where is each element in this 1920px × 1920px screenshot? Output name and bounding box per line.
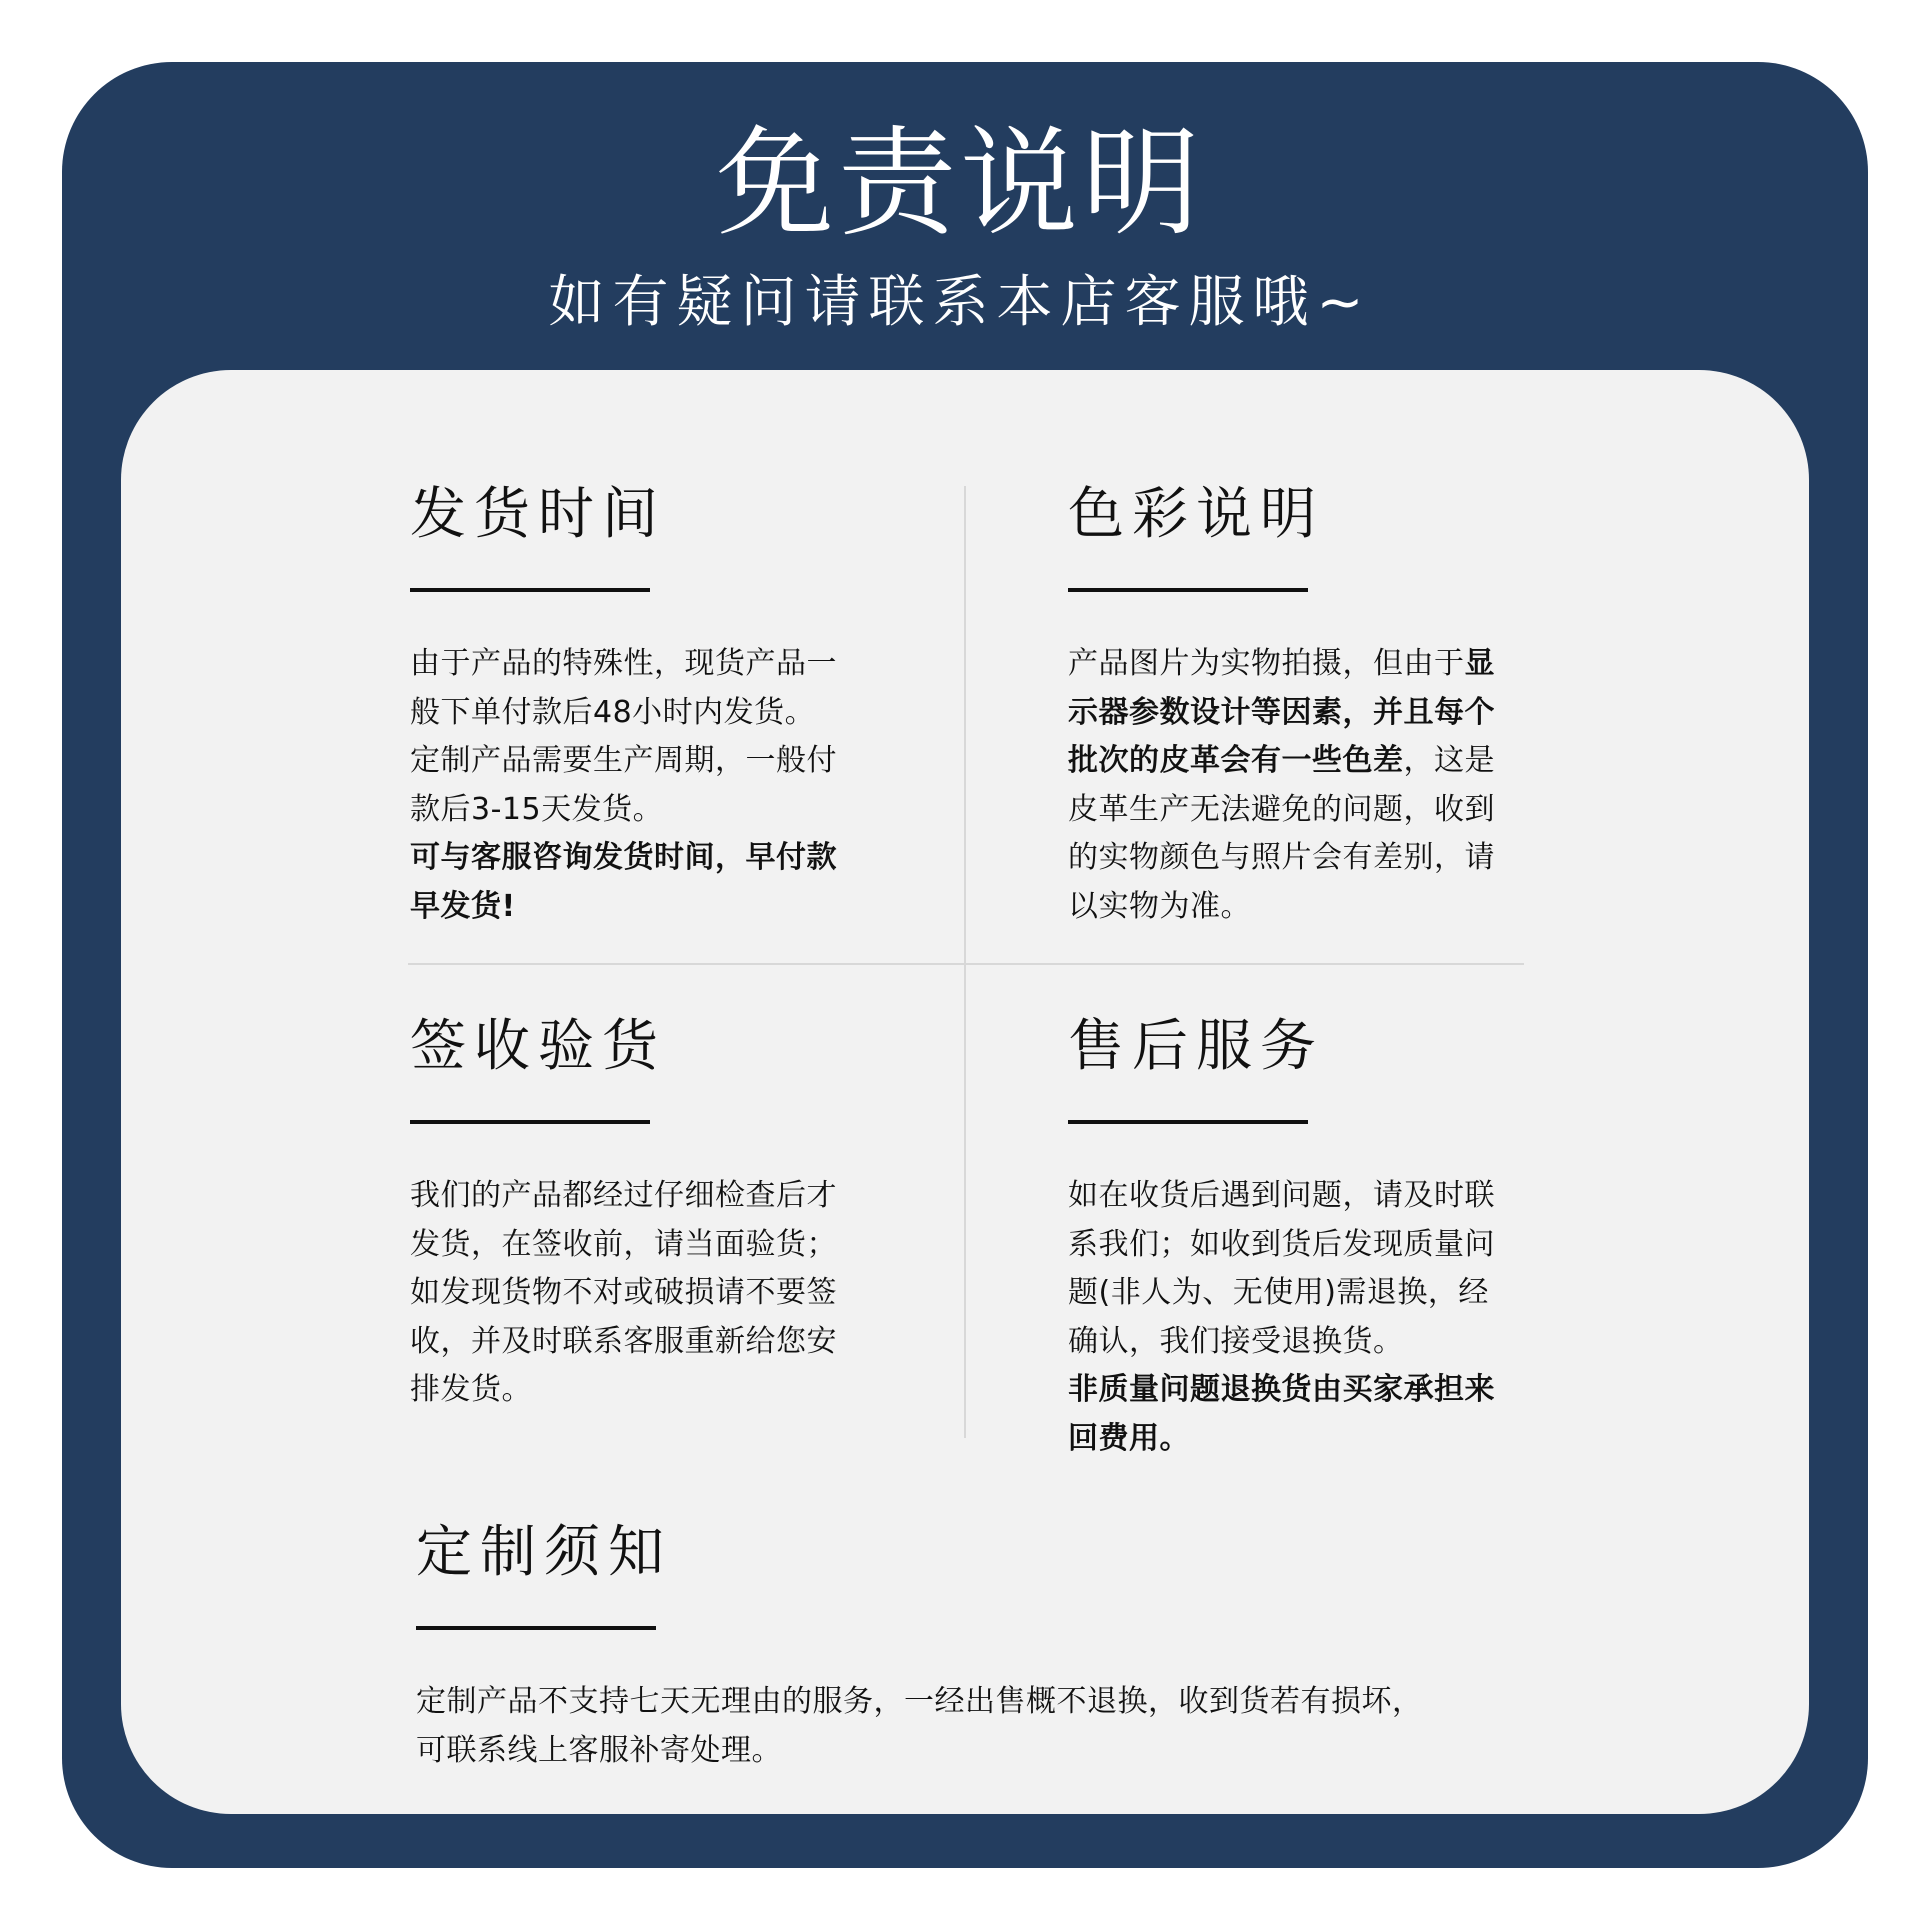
section-underline [410,588,650,592]
body-line: 如发现货物不对或破损请不要签 [410,1275,837,1310]
section-underline [410,1120,650,1124]
horizontal-divider [408,963,1524,965]
section-custom [416,1518,1516,1775]
body-line: 定制产品需要生产周期，一般付 [410,743,837,778]
body-line [1068,640,1538,689]
body-line: 皮革生产无法避免的问题，收到 [1068,791,1495,827]
body-line-bold: 回费用。 [1068,1420,1190,1456]
section-title: 定制须知 [416,1520,672,1585]
section-body [416,1678,1516,1775]
body-line: 我们的产品都经过仔细检查后才 [410,1178,837,1213]
body-line-bold: 示器参数设计等因素，并且每个 [1068,694,1495,730]
body-text-bold: 显 [1464,646,1495,681]
section-body [410,640,880,931]
section-body [1068,1172,1538,1463]
section-after-sales [1068,1012,1538,1463]
body-line: 由于产品的特殊性，现货产品一 [410,646,837,681]
body-line: 可联系线上客服补寄处理。 [416,1732,782,1768]
body-line: 排发货。 [410,1372,532,1407]
body-line: 般下单付款后48小时内发货。 [410,694,816,730]
body-line: 的实物颜色与照片会有差别，请 [1068,840,1495,875]
body-line: 收，并及时联系客服重新给您安 [410,1323,837,1359]
section-underline [1068,588,1308,592]
section-title: 发货时间 [410,482,666,547]
page-subtitle: 如有疑问请联系本店客服哦~ [548,270,1372,335]
section-body [1068,640,1538,931]
body-line: 题(非人为、无使用)需退换，经 [1068,1275,1489,1310]
body-line-bold: 非质量问题退换货由买家承担来 [1068,1372,1495,1407]
body-line: 如在收货后遇到问题，请及时联 [1068,1178,1495,1213]
body-text: ，这是 [1403,743,1495,778]
body-line-bold: 可与客服咨询发货时间，早付款 [410,840,837,875]
section-color [1068,480,1538,931]
vertical-divider [964,486,966,1438]
page-title: 免责说明 [715,114,1204,252]
section-body [410,1172,880,1415]
section-underline [1068,1120,1308,1124]
body-line: 发货，在签收前，请当面验货； [410,1226,837,1262]
section-underline [416,1626,656,1630]
body-line: 系我们；如收到货后发现质量问 [1068,1226,1495,1262]
body-text-bold: 批次的皮革会有一些色差 [1068,743,1404,778]
section-title: 签收验货 [410,1014,666,1079]
body-line: 款后3-15天发货。 [410,791,664,827]
body-line: 确认，我们接受退换货。 [1068,1323,1404,1359]
body-line-bold: 早发货! [410,888,516,924]
section-inspection [410,1012,880,1415]
body-line [1068,737,1538,786]
body-line: 定制产品不支持七天无理由的服务，一经出售概不退换，收到货若有损坏， [416,1684,1423,1719]
body-text: 产品图片为实物拍摄，但由于 [1068,646,1465,681]
body-line: 以实物为准。 [1068,888,1251,924]
section-title: 色彩说明 [1068,482,1324,547]
section-title: 售后服务 [1068,1014,1324,1079]
section-shipping [410,480,880,931]
